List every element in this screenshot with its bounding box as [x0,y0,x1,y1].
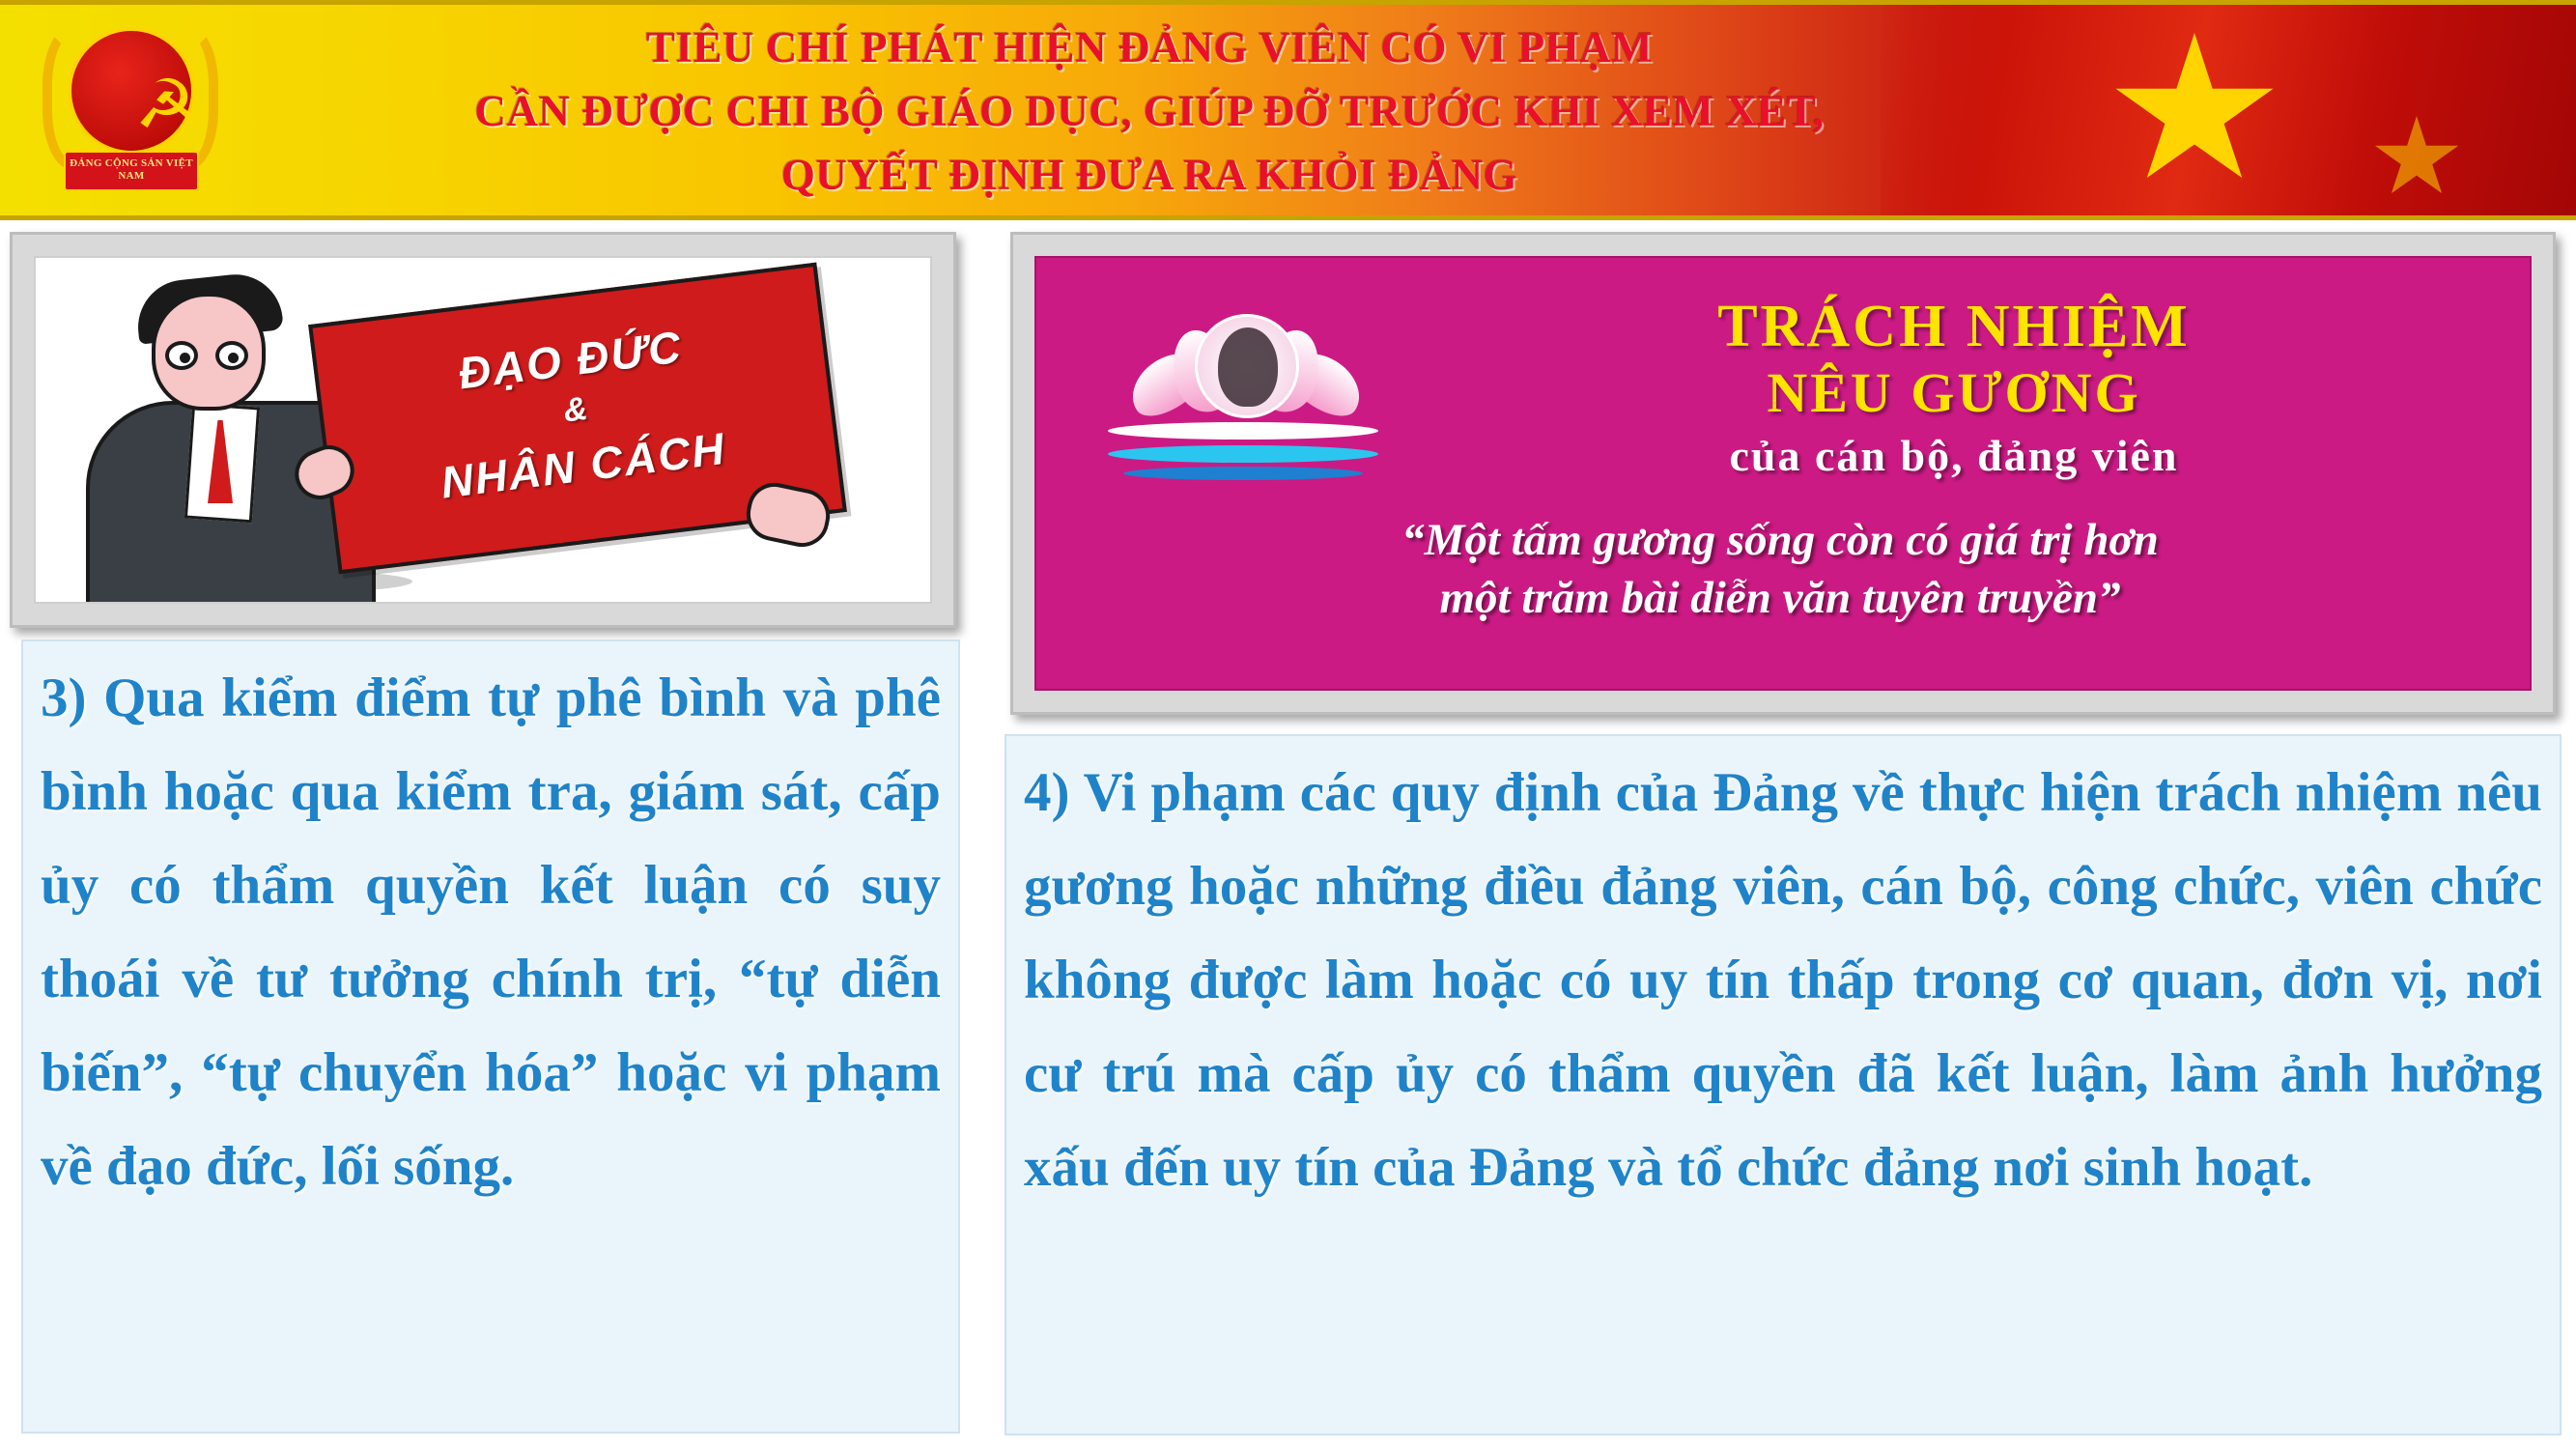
figure-glasses-right [215,341,248,370]
responsibility-subtitle: của cán bộ, đảng viên [1729,431,2179,480]
quote-line2: một trăm bài diễn văn tuyên truyền” [1439,573,2121,623]
red-board-line1: ĐẠO ĐỨC [455,321,686,399]
left-image-frame [34,256,932,604]
wave-blue [1123,467,1363,480]
lotus-ho-chi-minh-icon [1094,304,1384,512]
header-banner [0,0,2576,220]
hammer-sickle-icon: ☭ [134,69,196,143]
cartoon-illustration [36,258,930,602]
figure-glasses-left [165,341,198,370]
red-board-line2: & [561,389,592,430]
figure-pupil-right [228,353,239,363]
banner-title-line2: CẦN ĐƯỢC CHI BỘ GIÁO DỤC, GIÚP ĐỠ TRƯỚC KHI XEM XÉT, [474,87,1825,135]
content-text-item4: 4) Vi phạm các quy định của Đảng về thực hiện trách nhiệm nêu gương hoặc những điều đảng viên, cán bộ, công chức, viên chức không được làm hoặc có uy tín thấp trong cơ quan, đơn vị, nơi cư trú mà cấp ủy có thẩm quyền đã kết luận, làm ảnh hưởng xấu đến uy tín của Đảng và tổ chức đảng nơi sinh hoạt. [1024,762,2542,1198]
responsibility-title-line1: TRÁCH NHIỆM [1717,294,2191,359]
figure-pupil-left [180,353,190,363]
wave-white [1108,422,1378,440]
wave-cyan [1108,445,1378,463]
banner-title-line1: TIÊU CHÍ PHÁT HIỆN ĐẢNG VIÊN CÓ VI PHẠM [645,23,1654,71]
responsibility-quote [1114,511,2447,627]
right-image-card [1010,232,2556,715]
content-panel-item4 [1005,734,2562,1435]
content-panel-item3 [21,639,960,1434]
portrait-silhouette [1218,327,1278,407]
emblem-ribbon-label: ĐẢNG CỘNG SẢN VIỆT NAM [64,151,199,191]
quote-line1: “Một tấm gương sống còn có giá trị hơn [1401,515,2159,565]
responsibility-banner [1034,256,2532,691]
responsibility-title-line2: NÊU GƯƠNG [1767,361,2141,424]
content-text-item3: 3) Qua kiểm điểm tự phê bình và phê bình hoặc qua kiểm tra, giám sát, cấp ủy có thẩm quyền kết luận có suy thoái về tư tưởng chính trị, “tự diễn biến”, “tự chuyển hóa” hoặc vi phạm về đạo đức, lối sống. [41,668,941,1197]
banner-border [0,0,2576,220]
banner-title-line3: QUYẾT ĐỊNH ĐƯA RA KHỎI ĐẢNG [780,151,1518,199]
red-board-line3: NHÂN CÁCH [438,422,729,508]
left-image-card [10,232,956,628]
